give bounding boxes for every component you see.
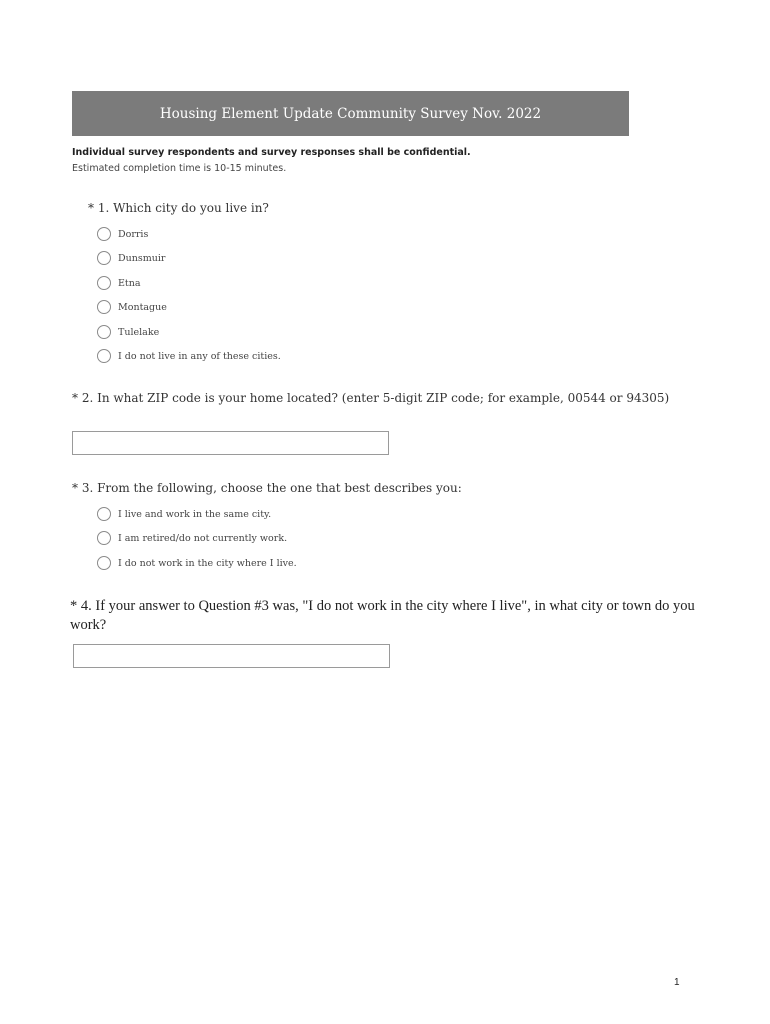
option-label: Etna	[118, 277, 141, 289]
radio-button[interactable]	[97, 251, 111, 265]
q1-option-none[interactable]	[97, 348, 281, 364]
radio-button[interactable]	[97, 300, 111, 314]
q1-option-etna[interactable]	[97, 275, 141, 291]
survey-title-banner	[72, 91, 629, 136]
option-label: Tulelake	[118, 326, 160, 338]
radio-button[interactable]	[97, 227, 111, 241]
q3-option-retired[interactable]	[97, 530, 287, 546]
survey-title: Housing Element Update Community Survey Nov. 2022	[159, 105, 542, 122]
option-label: Montague	[118, 301, 167, 313]
question-3-label: * 3. From the following, choose the one that best describes you:	[72, 481, 462, 495]
option-label: Dunsmuir	[118, 252, 166, 264]
question-4-label: * 4. If your answer to Question #3 was, "I do not work in the city where I live", in what city or town do you work?	[70, 598, 695, 633]
option-label: Dorris	[118, 228, 149, 240]
q1-option-montague[interactable]	[97, 299, 167, 315]
q3-option-work-elsewhere[interactable]	[97, 555, 297, 571]
radio-button[interactable]	[97, 349, 111, 363]
option-label: I am retired/do not currently work.	[118, 532, 288, 544]
radio-button[interactable]	[97, 325, 111, 339]
q3-option-live-and-work[interactable]	[97, 506, 271, 522]
option-label: I do not work in the city where I live.	[118, 557, 297, 569]
confidentiality-note: Individual survey respondents and survey responses shall be confidential.	[72, 147, 471, 158]
radio-button[interactable]	[97, 507, 111, 521]
option-label: I do not live in any of these cities.	[118, 350, 281, 362]
work-city-input[interactable]	[73, 644, 390, 668]
question-1-label: * 1. Which city do you live in?	[88, 201, 269, 215]
q1-option-tulelake[interactable]	[97, 324, 159, 340]
completion-time-note: Estimated completion time is 10-15 minutes.	[72, 163, 287, 174]
q1-option-dorris[interactable]	[97, 226, 148, 242]
zip-code-input[interactable]	[72, 431, 389, 455]
radio-button[interactable]	[97, 531, 111, 545]
q1-option-dunsmuir[interactable]	[97, 250, 165, 266]
option-label: I live and work in the same city.	[118, 508, 272, 520]
radio-button[interactable]	[97, 556, 111, 570]
question-2-label: * 2. In what ZIP code is your home located? (enter 5-digit ZIP code; for example, 00544 or 94305)	[72, 391, 670, 405]
page-number: 1	[674, 977, 680, 988]
radio-button[interactable]	[97, 276, 111, 290]
